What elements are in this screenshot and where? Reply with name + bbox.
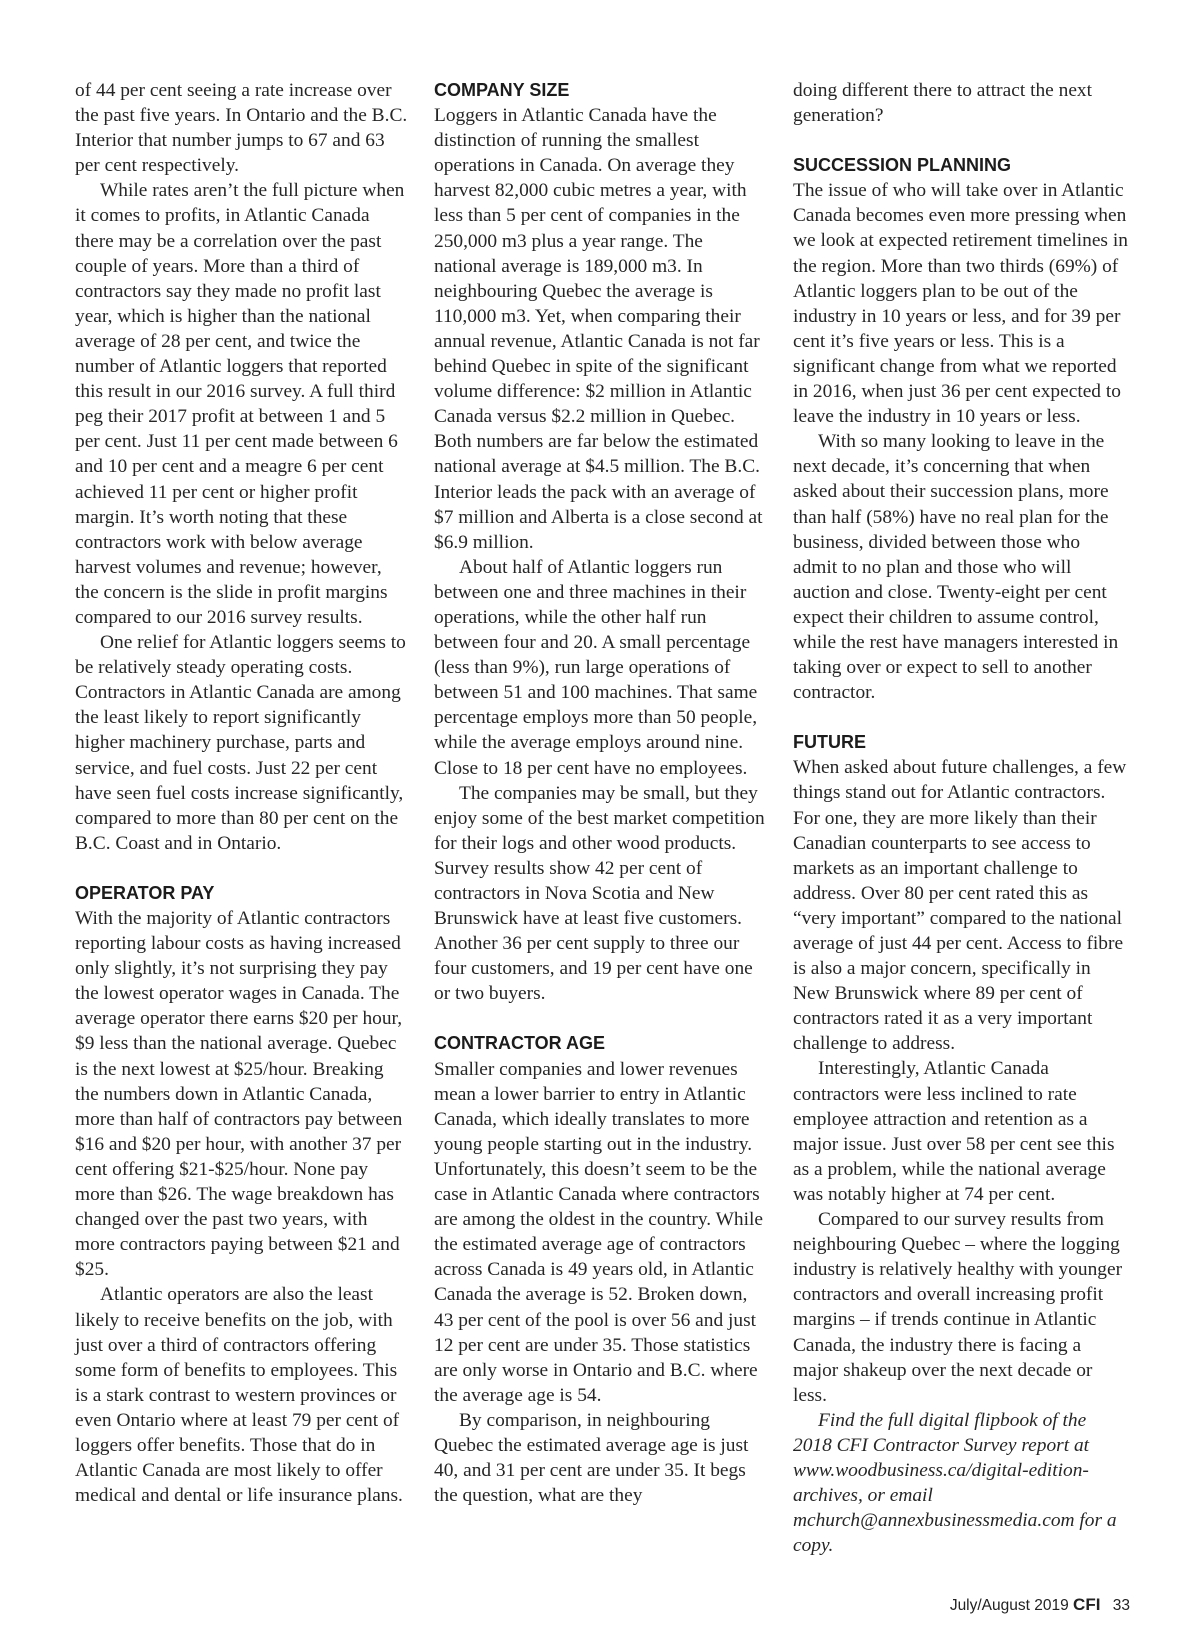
paragraph: Atlantic operators are also the least likely to receive benefits on the job, with just over a third of contractors offering some form of benefits to employees. This is a stark contrast to western provinces or even Ontario where at least 79 per cent of loggers offer benefits. Those that do in Atlantic Canada are most likely to offer medical and dental or life insurance plans. [75, 1284, 403, 1507]
paragraph: By comparison, in neighbouring Quebec the estimated average age is just 40, and 31 per cent are under 35. It begs the question, what are they [434, 1409, 749, 1507]
magazine-brand: CFI [1073, 1595, 1101, 1614]
section-heading-succession-planning: SUCCESSION PLANNING [793, 155, 1012, 176]
paragraph: Loggers in Atlantic Canada have the distinction of running the smallest operations in Canada. On average they harvest 82,000 cubic metres a year, with less than 5 per cent of companies in the 250,000 m3 plus a year range. The national average is 189,000 m3. In neighbouring Quebec the average is 110,000 m3. Yet, when comparing their annual revenue, Atlantic Canada is not far behind Quebec in spite of the significant volume difference: $2 million in Atlantic Canada versus $2.2 million in Quebec. Both numbers are far below the estimated national average at $4.5 million. The B.C. Interior leads the pack with an average of $7 million and Alberta is a close second at $6.9 million. [434, 105, 763, 553]
report-credit-note: Find the full digital flipbook of the 2018 CFI Contractor Survey report at www.woodbusiness.ca/digital-edition-archives, or email mchurch@annexbusinessmedia.com for a copy. [793, 1409, 1117, 1557]
section-heading-company-size: COMPANY SIZE [434, 80, 570, 100]
paragraph: Smaller companies and lower revenues mean a lower barrier to entry in Atlantic Canada, which ideally translates to more young people starting out in the industry. Unfortunately, this doesn’t seem to be the case in Atlantic Canada where contractors are among the oldest in the country. While the estimated average age of contractors across Canada is 49 years old, in Atlantic Canada the average is 52. Broken down, 43 per cent of the pool is over 56 and just 12 per cent are under 35. Those statistics are only worse in Ontario and B.C. where the average age is 54. [434, 1058, 764, 1406]
paragraph: The issue of who will take over in Atlantic Canada becomes even more pressing when we look at expected retirement timelines in the region. More than two thirds (69%) of Atlantic loggers plan to be out of the industry in 10 years or less, and for 39 per cent it’s five years or less. This is a significant change from what we reported in 2016, when just 36 per cent expected to leave the industry in 10 years or less. [793, 180, 1128, 428]
article-column-1 [75, 78, 410, 1508]
paragraph: Compared to our survey results from neighbouring Quebec – where the logging industry is relatively healthy with younger contractors and overall increasing profit margins – if trends continue in Atlantic Canada, the industry there is facing a major shakeup over the next decade or less. [793, 1209, 1123, 1406]
paragraph: The companies may be small, but they enjoy some of the best market competition for their logs and other wood products. Survey results show 42 per cent of contractors in Nova Scotia and New Brunswick have at least five customers. Another 36 per cent supply to three our four customers, and 19 per cent have one or two buyers. [434, 782, 765, 1005]
issue-date: July/August 2019 [949, 1597, 1069, 1614]
paragraph: Interestingly, Atlantic Canada contractors were less inclined to rate employee attraction and retention as a major issue. Just over 58 per cent see this as a problem, while the national average was notably higher at 74 per cent. [793, 1058, 1115, 1205]
page-footer [950, 1595, 1130, 1615]
section-heading-operator-pay: OPERATOR PAY [75, 882, 215, 903]
paragraph: While rates aren’t the full picture when it comes to profits, in Atlantic Canada there may be a correlation over the past couple of years. More than a third of contractors say they made no profit last year, which is higher than the national average of 28 per cent, and twice the number of Atlantic loggers that reported this result in our 2016 survey. A full third peg their 2017 profit at between 1 and 5 per cent. Just 11 per cent made between 6 and 10 per cent and a meagre 6 per cent achieved 11 per cent or higher profit margin. It’s worth noting that these contractors work with below average harvest volumes and revenue; however, the concern is the slide in profit margins compared to our 2016 survey results. [75, 180, 405, 628]
page-number: 33 [1112, 1597, 1130, 1614]
paragraph: One relief for Atlantic loggers seems to be relatively steady operating costs. Contractors in Atlantic Canada are among the least likely to report significantly higher machinery purchase, parts and service, and fuel costs. Just 22 per cent have seen fuel costs increase significantly, compared to more than 80 per cent on the B.C. Coast and in Ontario. [75, 632, 406, 854]
paragraph: When asked about future challenges, a few things stand out for Atlantic contractors. For one, they are more likely than their Canadian counterparts to see access to markets as an important challenge to address. Over 80 per cent rated this as “very important” compared to the national average of just 44 per cent. Access to fibre is also a major concern, specifically in New Brunswick where 89 per cent of contractors rated it as a very important challenge to address. [793, 757, 1127, 1055]
section-heading-contractor-age: CONTRACTOR AGE [434, 1033, 605, 1054]
section-heading-future: FUTURE [793, 732, 866, 753]
paragraph: About half of Atlantic loggers run between one and three machines in their operations, while the other half run between four and 20. A small percentage (less than 9%), run large operations of between 51 and 100 machines. That same percentage employs more than 50 people, while the average employs around nine. Close to 18 per cent have no employees. [434, 556, 758, 779]
paragraph: of 44 per cent seeing a rate increase over the past five years. In Ontario and the B.C. Interior that number jumps to 67 and 63 per cent respectively. [75, 80, 408, 177]
paragraph: doing different there to attract the next generation? [793, 80, 1093, 127]
paragraph: With so many looking to leave in the next decade, it’s concerning that when asked about their succession plans, more than half (58%) have no real plan for the business, divided between those who admit to no plan and those who will auction and close. Twenty-eight per cent expect their children to assume control, while the rest have managers interested in taking over or expect to sell to another contractor. [793, 431, 1119, 704]
article-column-2 [434, 78, 769, 1508]
article-column-3 [793, 78, 1128, 1558]
paragraph: With the majority of Atlantic contractors reporting labour costs as having increased only slightly, it’s not surprising they pay the lowest operator wages in Canada. The average operator there earns $20 per hour, $9 less than the national average. Quebec is the next lowest at $25/hour. Breaking the numbers down in Atlantic Canada, more than half of contractors pay between $16 and $20 per hour, with another 37 per cent offering $21-$25/hour. None pay more than $26. The wage breakdown has changed over the past two years, with more contractors paying between $21 and $25. [75, 908, 403, 1281]
